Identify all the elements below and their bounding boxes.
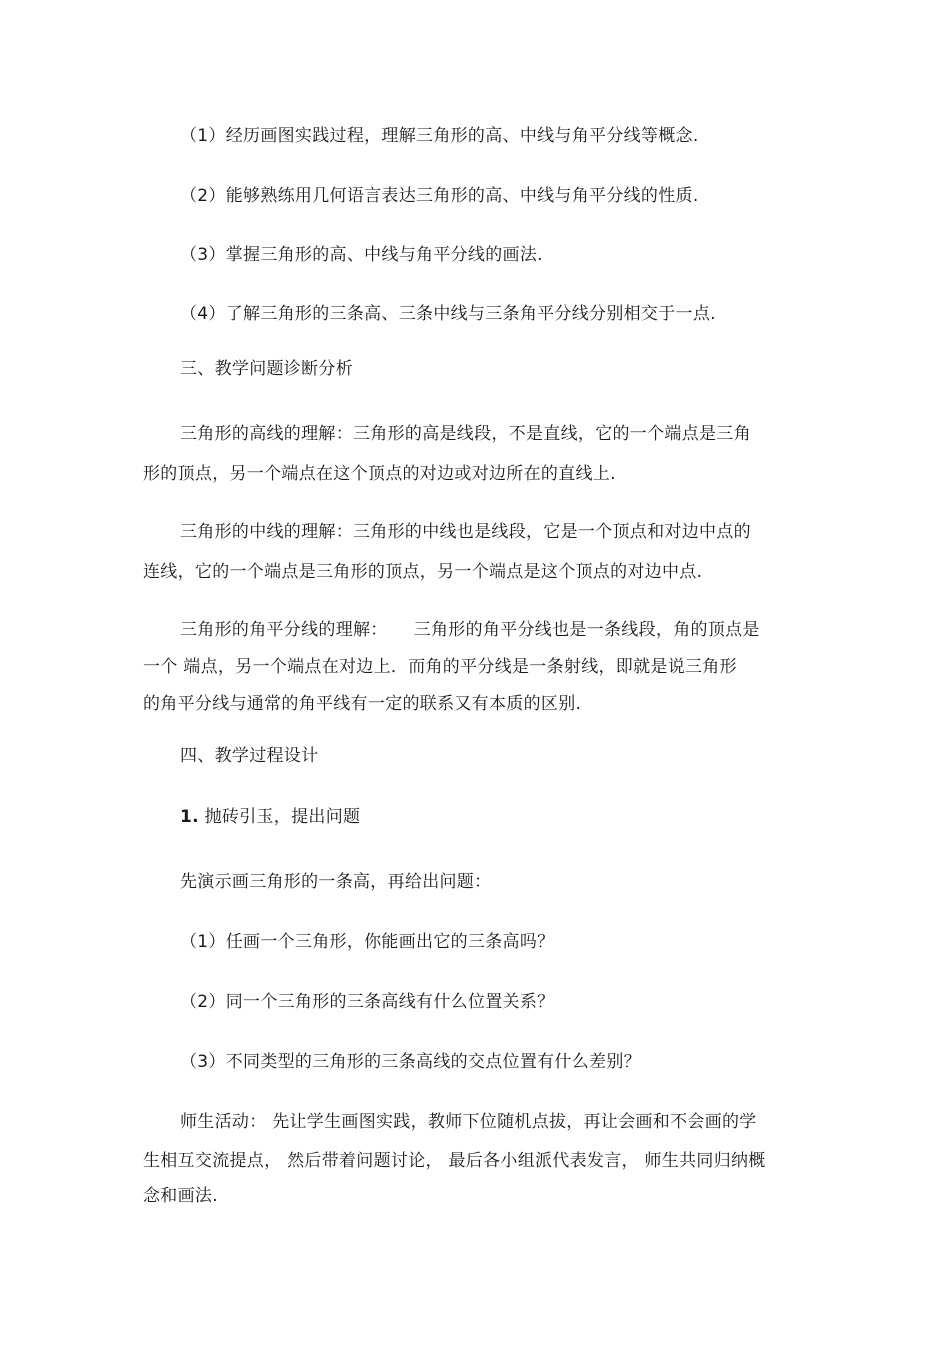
activity-line-3: 念和画法. [143, 1186, 218, 1206]
objective-2: （2）能够熟练用几何语言表达三角形的高、中线与角平分线的性质. [180, 186, 699, 206]
demo-intro: 先演示画三角形的一条高，再给出问题： [180, 872, 492, 892]
bisector-paragraph-line-2: 一个 端点，另一个端点在对边上．而角的平分线是一条射线，即就是说三角形 [143, 657, 737, 677]
objective-1: （1）经历画图实践过程，理解三角形的高、中线与角平分线等概念. [180, 126, 699, 146]
objective-3: （3）掌握三角形的高、中线与角平分线的画法. [180, 245, 543, 265]
question-3: （3）不同类型的三角形的三条高线的交点位置有什么差别？ [180, 1052, 641, 1072]
altitude-paragraph-line-2: 形的顶点，另一个端点在这个顶点的对边或对边所在的直线上. [143, 464, 616, 484]
section-heading-process: 四、教学过程设计 [180, 746, 319, 766]
question-2: （2）同一个三角形的三条高线有什么位置关系？ [180, 992, 555, 1012]
bisector-paragraph-line-1: 三角形的角平分线的理解： 三角形的角平分线也是一条线段，角的顶点是 [180, 620, 760, 640]
median-paragraph-line-2: 连线，它的一个端点是三角形的顶点，另一个端点是这个顶点的对边中点. [143, 562, 703, 582]
bisector-paragraph-line-3: 的角平分线与通常的角平线有一定的联系又有本质的区别. [143, 694, 582, 714]
altitude-paragraph-line-1: 三角形的高线的理解：三角形的高是线段，不是直线，它的一个端点是三角 [180, 424, 751, 444]
step-1-title: 抛砖引玉，提出问题 [204, 807, 361, 827]
objective-4: （4）了解三角形的三条高、三条中线与三条角平分线分别相交于一点. [180, 304, 716, 324]
step-1-number: 1. [180, 807, 199, 827]
activity-line-2: 生相互交流提点， 然后带着问题讨论， 最后各小组派代表发言， 师生共同归纳概 [143, 1151, 766, 1171]
question-1: （1）任画一个三角形，你能画出它的三条高吗？ [180, 932, 555, 952]
median-paragraph-line-1: 三角形的中线的理解：三角形的中线也是线段，它是一个顶点和对边中点的 [180, 522, 751, 542]
step-1-heading [180, 805, 360, 829]
section-heading-diagnosis: 三、教学问题诊断分析 [180, 359, 353, 379]
activity-line-1: 师生活动： 先让学生画图实践，教师下位随机点拔，再让会画和不会画的学 [180, 1112, 757, 1132]
